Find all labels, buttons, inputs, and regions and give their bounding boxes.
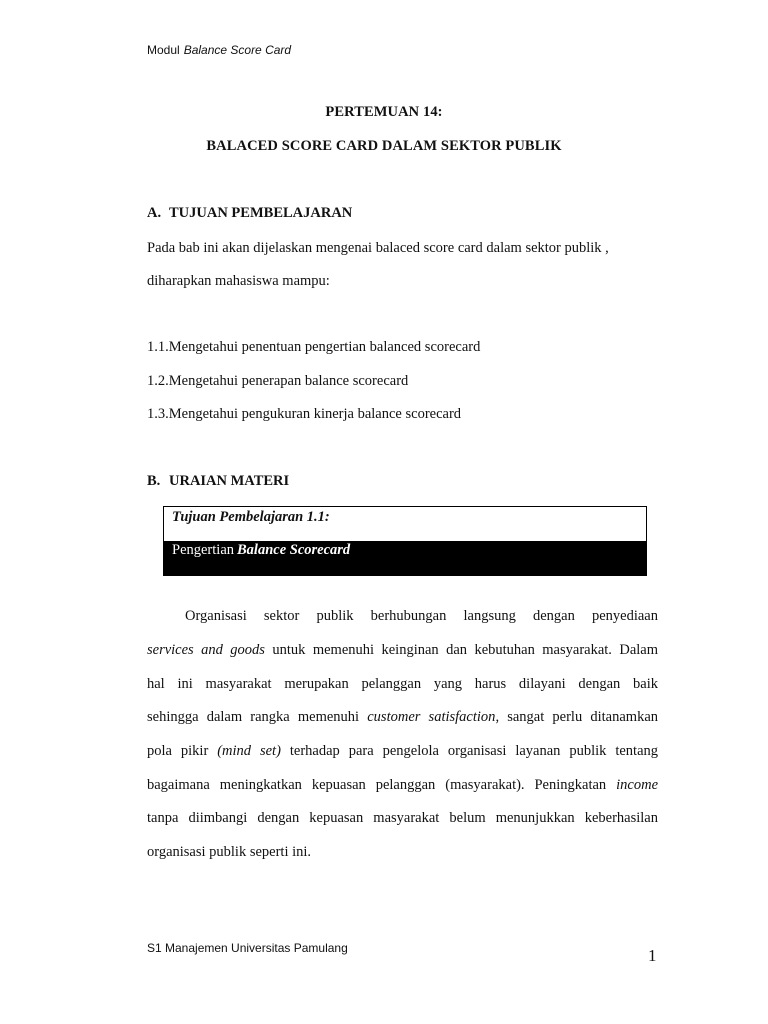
box-subtitle-italic: Balance Scorecard [237, 542, 351, 558]
paragraph-line-4: sehingga dalam rangka memenuhi customer satisfaction, sangat perlu ditanamkan [147, 709, 658, 725]
page-header [147, 43, 291, 57]
section-b-title: URAIAN MATERI [169, 473, 290, 489]
box-subtitle-plain: Pengertian [172, 542, 235, 558]
section-a-heading [147, 205, 352, 222]
module-label: Modul [147, 43, 180, 57]
section-b-heading [147, 473, 289, 490]
objective-1: 1.1.Mengetahui penentuan pengertian balanced scorecard [147, 339, 481, 355]
page-footer: S1 Manajemen Universitas Pamulang [147, 941, 348, 955]
intro-line-1: Pada bab ini akan dijelaskan mengenai balaced score card dalam sektor publik , [147, 240, 609, 256]
section-b-marker: B. [147, 473, 161, 489]
section-a-marker: A. [147, 205, 162, 221]
meeting-title: PERTEMUAN 14: [325, 104, 443, 120]
paragraph-line-2: services and goods untuk memenuhi keinginan dan kebutuhan masyarakat. Dalam [147, 642, 658, 658]
paragraph-line-5: pola pikir (mind set) terhadap para pengelola organisasi layanan publik tentang [147, 743, 658, 759]
box-title: Tujuan Pembelajaran 1.1: [172, 509, 330, 525]
objective-3: 1.3.Mengetahui pengukuran kinerja balance scorecard [147, 406, 462, 422]
objective-2: 1.2.Mengetahui penerapan balance scorecard [147, 373, 409, 389]
intro-line-2: diharapkan mahasiswa mampu: [147, 273, 330, 289]
paragraph-line-7: tanpa diimbangi dengan kepuasan masyarakat belum menunjukkan keberhasilan [147, 810, 658, 826]
learning-objective-box [163, 506, 647, 576]
paragraph-line-3: hal ini masyarakat merupakan pelanggan yang harus dilayani dengan baik [147, 676, 658, 692]
page-number: 1 [648, 946, 657, 965]
paragraph-line-6: bagaimana meningkatkan kepuasan pelanggan (masyarakat). Peningkatan income [147, 777, 658, 793]
document-title: BALACED SCORE CARD DALAM SEKTOR PUBLIK [206, 138, 562, 154]
box-subtitle-bar [164, 541, 646, 575]
paragraph-line-1: Organisasi sektor publik berhubungan langsung dengan penyediaan [185, 608, 658, 624]
paragraph-line-8: organisasi publik seperti ini. [147, 844, 312, 860]
section-a-title: TUJUAN PEMBELAJARAN [169, 205, 353, 221]
module-subtitle: Balance Score Card [183, 43, 292, 57]
